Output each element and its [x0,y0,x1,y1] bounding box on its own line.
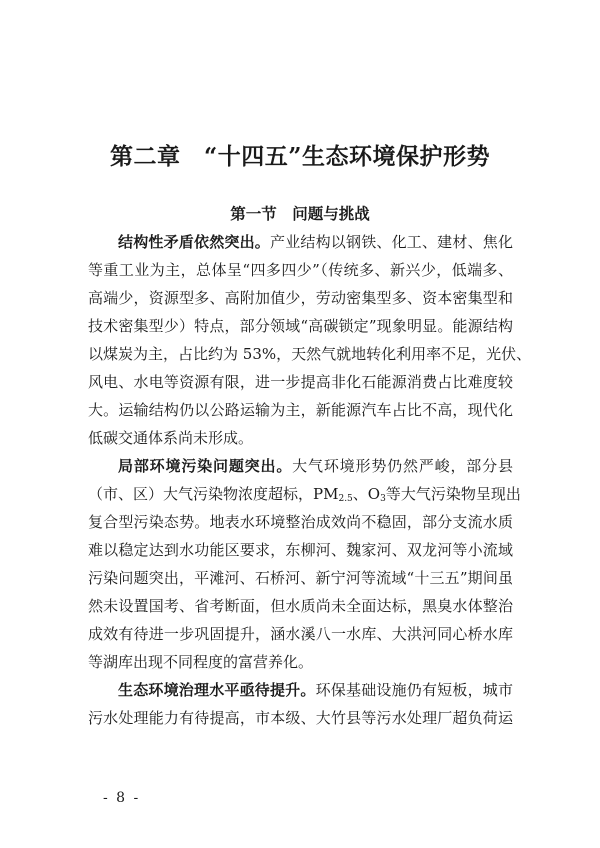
page-number: - 8 - [103,790,141,806]
paragraph-line: 风电、水电等资源有限，进一步提高非化石能源消费占比难度较 [88,373,513,391]
paragraph-text: 环保基础设施仍有短板，城市 [315,681,513,699]
subscript: 3 [380,494,386,504]
paragraph-line: 污染问题突出，平滩河、石桥河、新宁河等流域“十三五”期间虽 [88,569,513,587]
paragraph-line: 成效有待进一步巩固提升，涵水溪八一水库、大洪河同心桥水库 [88,625,513,643]
subscript: 2.5 [338,494,353,504]
paragraph-line [88,228,513,256]
paragraph-structural-contradictions [88,228,532,452]
section-title: 第一节 问题与挑战 [230,205,370,223]
paragraph-line [88,452,513,480]
paragraph-text: （市、区）大气污染物浓度超标，PM [88,485,339,503]
paragraph-text: 大气环境形势仍然严峻，部分县 [292,457,513,475]
paragraph-local-pollution [88,452,521,676]
paragraph-line [88,480,521,508]
paragraph-lead: 结构性矛盾依然突出。 [118,233,270,251]
paragraph-text: 产业结构以钢铁、化工、建材、焦化 [270,233,513,251]
paragraph-text: 、O [352,485,381,503]
paragraph-line: 复合型污染态势。地表水环境整治成效尚不稳固，部分支流水质 [88,513,513,531]
paragraph-line: 以煤炭为主，占比约为 53%，天然气就地转化利用率不足，光伏、 [88,345,532,363]
paragraph-line: 等湖库出现不同程度的富营养化。 [88,653,314,671]
chapter-title: 第二章 “十四五”生态环境保护形势 [110,143,490,170]
paragraph-line: 技术密集型少）特点，部分领域“高碳锁定”现象明显。能源结构 [88,317,513,335]
paragraph-line [88,676,513,704]
paragraph-line: 高端少，资源型多、高附加值少，劳动密集型多、资本密集型和 [88,289,513,307]
paragraph-line: 等重工业为主，总体呈“四多四少”（传统多、新兴少，低端多、 [88,261,513,279]
paragraph-line: 污水处理能力有待提高，市本级、大竹县等污水处理厂超负荷运 [88,709,513,727]
paragraph-lead: 生态环境治理水平亟待提升。 [118,681,316,699]
paragraph-line: 难以稳定达到水功能区要求，东柳河、魏家河、双龙河等小流域 [88,541,513,559]
paragraph-line: 大。运输结构仍以公路运输为主，新能源汽车占比不高，现代化 [88,401,513,419]
paragraph-governance [88,676,513,732]
paragraph-line: 然未设置国考、省考断面，但水质尚未全面达标，黑臭水体整治 [88,597,513,615]
paragraph-line: 低碳交通体系尚未形成。 [88,429,254,447]
document-body [88,228,532,732]
paragraph-text: 等大气污染物呈现出 [385,485,521,503]
paragraph-lead: 局部环境污染问题突出。 [118,457,293,475]
